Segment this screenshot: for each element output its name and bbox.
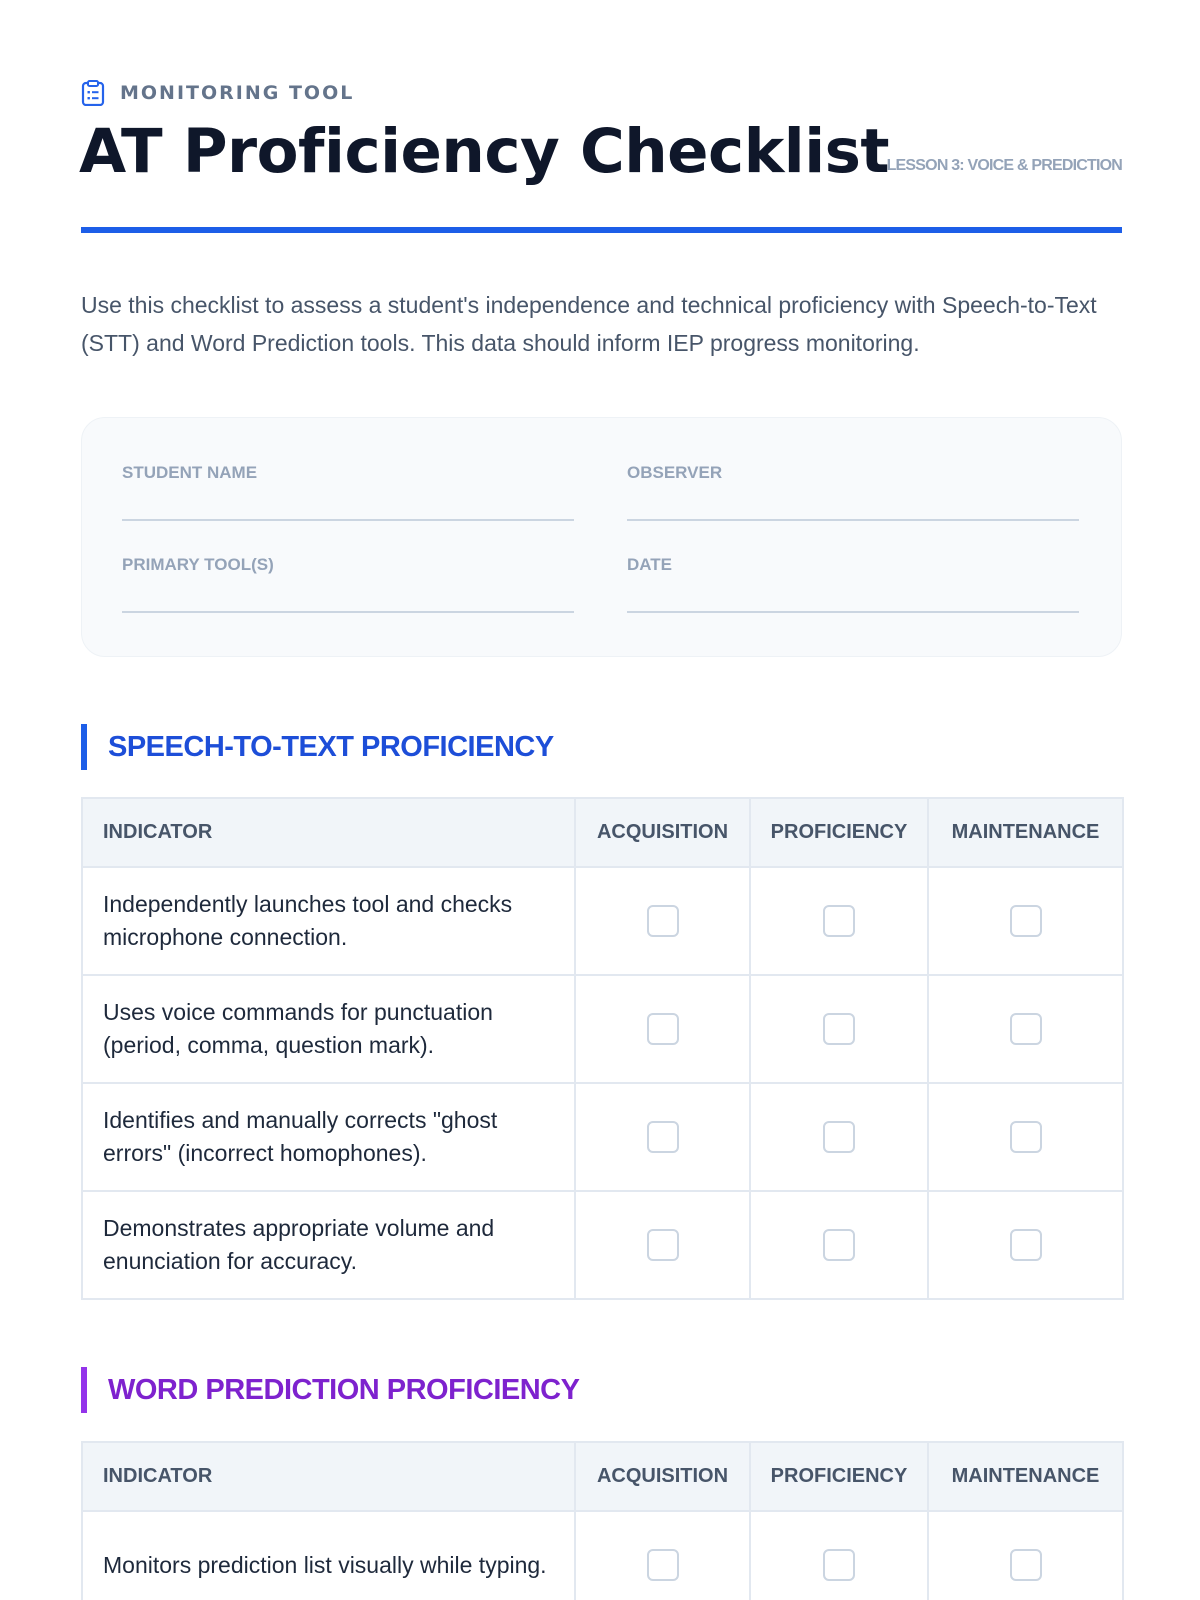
table-row [82, 1191, 1123, 1299]
student-info-card [81, 417, 1122, 657]
section-title: SPEECH-TO-TEXT PROFICIENCY [108, 730, 554, 763]
indicator-text: Identifies and manually corrects "ghost errors" (incorrect homophones). [82, 1083, 575, 1191]
title-divider [81, 227, 1122, 233]
column-header-maintenance: MAINTENANCE [928, 1442, 1123, 1511]
acquisition-checkbox[interactable] [647, 1121, 679, 1153]
maintenance-checkbox[interactable] [1010, 1549, 1042, 1581]
acquisition-checkbox[interactable] [647, 1229, 679, 1261]
proficiency-checkbox[interactable] [823, 905, 855, 937]
section-heading-word-prediction [81, 1367, 579, 1413]
eyebrow-label: MONITORING TOOL [120, 82, 355, 104]
lesson-label: LESSON 3: VOICE & PREDICTION [886, 157, 1122, 174]
section-heading-speech-to-text [81, 724, 554, 770]
column-header-proficiency: PROFICIENCY [750, 1442, 928, 1511]
observer-field[interactable] [627, 463, 1079, 521]
observer-label: OBSERVER [627, 463, 723, 482]
proficiency-checkbox[interactable] [823, 1549, 855, 1581]
date-label: DATE [627, 555, 673, 574]
section-title: WORD PREDICTION PROFICIENCY [108, 1373, 580, 1406]
speech-to-text-table [81, 797, 1124, 1300]
column-header-proficiency: PROFICIENCY [750, 798, 928, 867]
column-header-acquisition: ACQUISITION [575, 1442, 750, 1511]
column-header-maintenance: MAINTENANCE [928, 798, 1123, 867]
proficiency-checkbox[interactable] [823, 1121, 855, 1153]
acquisition-checkbox[interactable] [647, 1013, 679, 1045]
student-name-label: STUDENT NAME [122, 463, 258, 482]
date-field[interactable] [627, 555, 1079, 613]
indicator-text: Uses voice commands for punctuation (period, comma, question mark). [82, 975, 575, 1083]
table-header-row [82, 798, 1123, 867]
table-row [82, 1083, 1123, 1191]
maintenance-checkbox[interactable] [1010, 1229, 1042, 1261]
eyebrow [81, 80, 354, 106]
proficiency-checkbox[interactable] [823, 1013, 855, 1045]
table-row [82, 1511, 1123, 1600]
intro-text: Use this checklist to assess a student's independence and technical proficiency with Speech-to-Text (STT) and Word Prediction tools. This data should inform IEP progress monitoring. [81, 292, 1097, 356]
column-header-indicator: INDICATOR [82, 798, 575, 867]
column-header-indicator: INDICATOR [82, 1442, 575, 1511]
maintenance-checkbox[interactable] [1010, 905, 1042, 937]
word-prediction-table [81, 1441, 1124, 1600]
column-header-acquisition: ACQUISITION [575, 798, 750, 867]
section-accent-bar [81, 1367, 87, 1413]
maintenance-checkbox[interactable] [1010, 1121, 1042, 1153]
acquisition-checkbox[interactable] [647, 1549, 679, 1581]
table-row [82, 975, 1123, 1083]
indicator-text: Independently launches tool and checks microphone connection. [82, 867, 575, 975]
page-title: AT Proficiency Checklist [79, 116, 890, 187]
table-row [82, 867, 1123, 975]
maintenance-checkbox[interactable] [1010, 1013, 1042, 1045]
section-accent-bar [81, 724, 87, 770]
acquisition-checkbox[interactable] [647, 905, 679, 937]
primary-tools-field[interactable] [122, 555, 574, 613]
indicator-text: Demonstrates appropriate volume and enunciation for accuracy. [82, 1191, 575, 1299]
student-name-field[interactable] [122, 463, 574, 521]
clipboard-list-icon [81, 80, 105, 106]
table-header-row [82, 1442, 1123, 1511]
proficiency-checkbox[interactable] [823, 1229, 855, 1261]
primary-tools-label: PRIMARY TOOL(S) [122, 555, 274, 574]
indicator-text: Monitors prediction list visually while typing. [82, 1511, 575, 1600]
